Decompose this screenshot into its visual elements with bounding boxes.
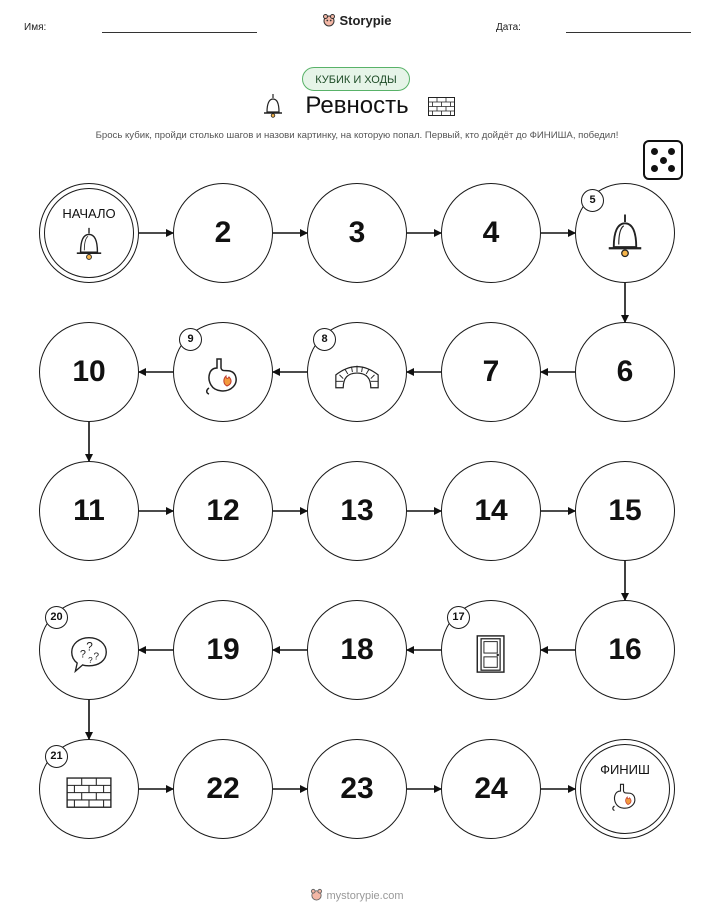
- cell-number-badge: 8: [313, 328, 336, 351]
- storypie-logo-icon: [310, 888, 323, 904]
- svg-text:?: ?: [79, 648, 86, 661]
- cell-number: 12: [206, 494, 240, 527]
- door-icon: [475, 634, 506, 679]
- instructions: Брось кубик, пройди столько шагов и назови картинку, на которую попал. Первый, кто дойдёт до ФИНИША, победил!: [95, 130, 619, 141]
- cell-number: 11: [73, 494, 105, 527]
- cell-number: 10: [72, 355, 106, 388]
- cell-number: 6: [616, 355, 634, 388]
- cell-number-badge: 21: [45, 745, 68, 768]
- cell-number-badge: 17: [447, 606, 470, 629]
- footer-url: mystorypie.com: [326, 889, 404, 902]
- board-cell-16: [575, 600, 675, 700]
- svg-text:?: ?: [93, 651, 100, 663]
- board-cell-4: [441, 183, 541, 283]
- svg-text:?: ?: [86, 639, 93, 654]
- board-cell-14: [441, 461, 541, 561]
- cell-number-badge: 20: [45, 606, 68, 629]
- stone-bridge-icon: [334, 362, 380, 395]
- board-cell-20: [39, 600, 139, 700]
- board-cell-17: [441, 600, 541, 700]
- question-bubble-icon: [69, 634, 109, 679]
- finish-label: ФИНИШ: [600, 762, 650, 777]
- board-cell-13: [307, 461, 407, 561]
- board-cell-21: [39, 739, 139, 839]
- cell-number: 24: [474, 772, 508, 805]
- board-cell-19: [173, 600, 273, 700]
- bell-icon: [74, 226, 104, 269]
- board-cell-3: [307, 183, 407, 283]
- board-cell-12: [173, 461, 273, 561]
- burning-stomach-icon: [203, 356, 243, 401]
- start-cell: [39, 183, 139, 283]
- board-cell-9: [173, 322, 273, 422]
- svg-text:?: ?: [88, 656, 93, 666]
- cell-number-badge: 5: [581, 189, 604, 212]
- cell-number: 2: [214, 216, 232, 249]
- cell-number: 4: [482, 216, 500, 249]
- board-cell-7: [441, 322, 541, 422]
- page-title: Ревность: [305, 92, 409, 119]
- cell-number-badge: 9: [179, 328, 202, 351]
- board-cell-22: [173, 739, 273, 839]
- board-cell-23: [307, 739, 407, 839]
- board-cell-5: [575, 183, 675, 283]
- cell-number: 22: [206, 772, 240, 805]
- cell-number: 16: [608, 633, 642, 666]
- cell-number: 3: [348, 216, 366, 249]
- name-label: Имя:: [24, 22, 47, 33]
- cell-number: 7: [482, 355, 500, 388]
- cell-number: 19: [206, 633, 240, 666]
- cell-number: 15: [608, 494, 642, 527]
- bell-icon: [605, 212, 645, 267]
- brand-name: Storypie: [339, 13, 392, 28]
- cell-number: 14: [474, 494, 508, 527]
- board-cell-18: [307, 600, 407, 700]
- start-label: НАЧАЛО: [62, 206, 116, 221]
- cell-number: 18: [340, 633, 374, 666]
- board-cell-6: [575, 322, 675, 422]
- board-cell-15: [575, 461, 675, 561]
- finish-cell: [575, 739, 675, 839]
- board-cell-8: [307, 322, 407, 422]
- board-cell-11: [39, 461, 139, 561]
- board-cell-24: [441, 739, 541, 839]
- cell-number: 13: [340, 494, 374, 527]
- footer: [0, 888, 714, 904]
- burning-stomach-icon: [610, 782, 640, 817]
- date-label: Дата:: [496, 22, 521, 33]
- cell-number: 23: [340, 772, 374, 805]
- game-type-pill: КУБИК И ХОДЫ: [302, 67, 410, 91]
- brick-wall-icon: [66, 777, 112, 813]
- board-cell-2: [173, 183, 273, 283]
- board-cell-10: [39, 322, 139, 422]
